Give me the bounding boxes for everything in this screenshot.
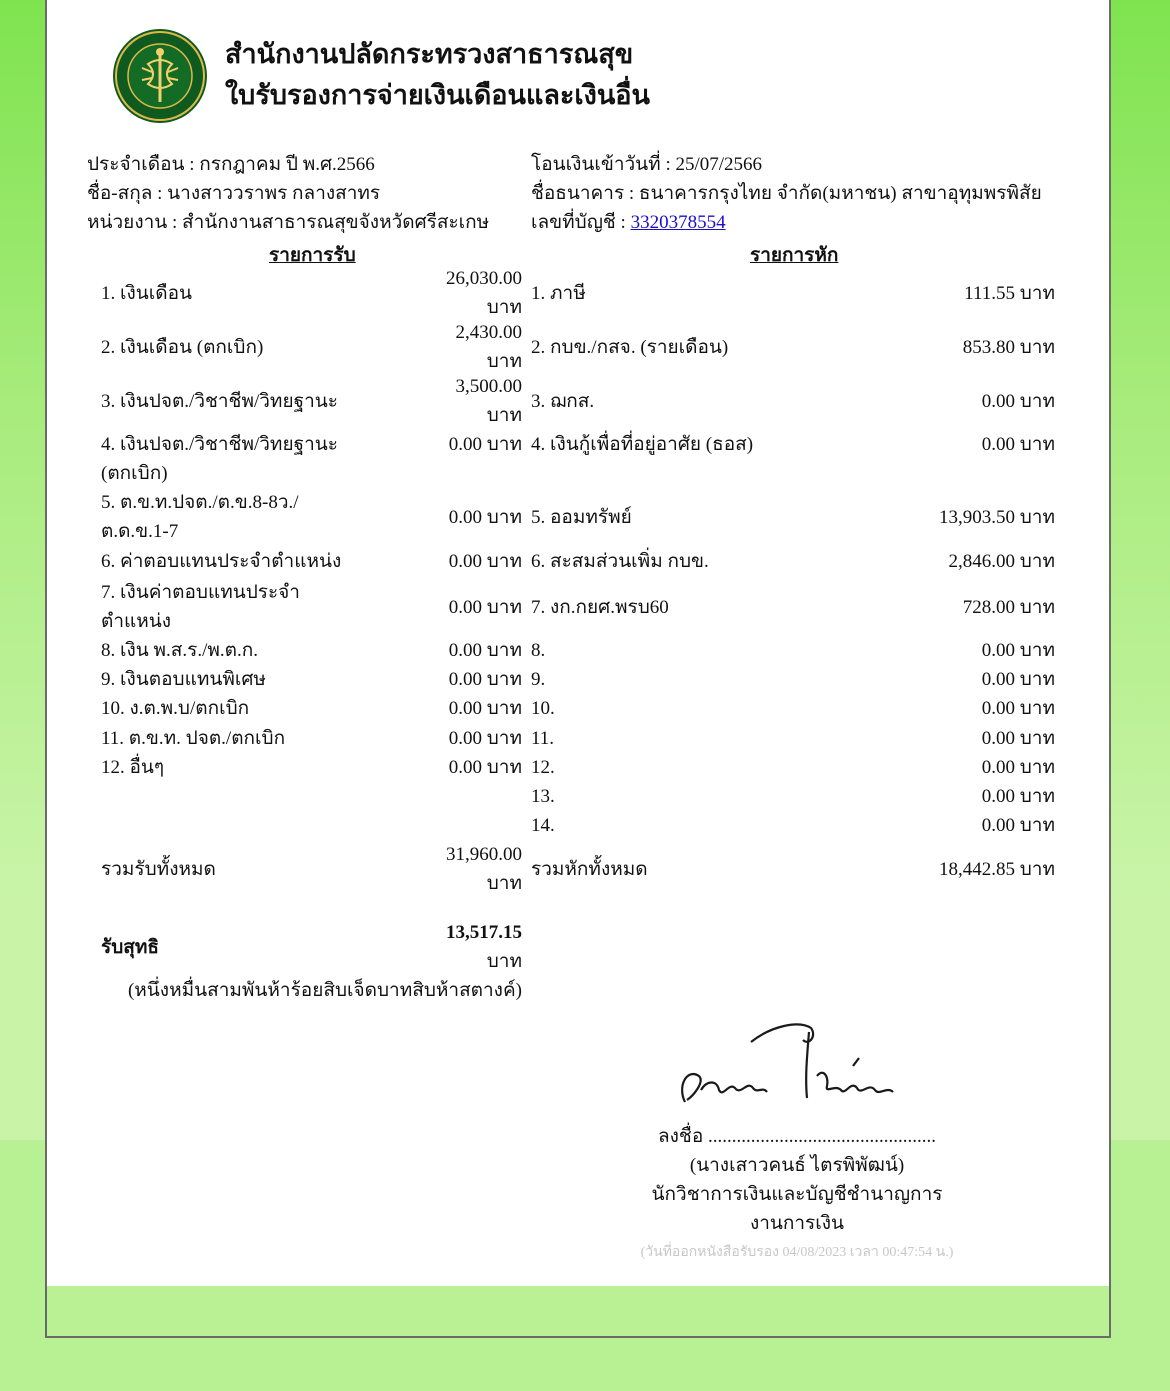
handwritten-signature	[647, 1006, 917, 1116]
deduction-total-label: รวมหักทั้งหมด	[531, 859, 648, 880]
deduction-amount: 0.00 บาท	[981, 434, 1055, 455]
income-heading: รายการรับ	[269, 245, 356, 266]
income-label: 2. เงินเดือน (ตกเบิก)	[101, 337, 264, 358]
income-amount: 0.00	[448, 640, 482, 661]
deduction-label: 13.	[531, 786, 555, 807]
info-left	[87, 150, 489, 237]
deduction-amount: 0.00 บาท	[981, 728, 1055, 749]
net-amount: 13,517.15	[446, 922, 522, 943]
income-label-cont: ต.ด.ข.1-7	[101, 521, 179, 542]
deduction-amount: 111.55 บาท	[964, 283, 1055, 304]
income-unit: บาท	[486, 551, 522, 572]
doc-title: ใบรับรองการจ่ายเงินเดือนและเงินอื่น	[225, 80, 650, 111]
sign-line: ลงชื่อ ................................................	[658, 1126, 936, 1147]
deduction-label: 6. สะสมส่วนเพิ่ม กบข.	[531, 551, 709, 572]
deduction-amount: 0.00 บาท	[981, 640, 1055, 661]
income-unit: บาท	[486, 640, 522, 661]
income-unit: บาท	[486, 351, 522, 372]
income-label: 12. อื่นๆ	[101, 757, 165, 778]
line-item-row	[47, 636, 1109, 665]
account-label: เลขที่บัญชี :	[531, 212, 631, 233]
net-unit: บาท	[486, 951, 522, 972]
deduction-label: 3. ฌกส.	[531, 391, 595, 412]
deduction-amount: 0.00 บาท	[981, 391, 1055, 412]
income-unit: บาท	[486, 757, 522, 778]
income-total-label: รวมรับทั้งหมด	[101, 859, 216, 880]
income-label-cont: (ตกเบิก)	[101, 463, 168, 484]
income-unit: บาท	[486, 297, 522, 318]
work-unit: หน่วยงาน : สำนักงานสาธารณสุขจังหวัดศรีสะเกษ	[87, 212, 490, 233]
income-amount: 0.00	[448, 551, 482, 572]
income-label: 5. ต.ข.ท.ปจต./ต.ข.8-8ว./	[101, 492, 299, 513]
bank-name: ชื่อธนาคาร : ธนาคารกรุงไทย จำกัด(มหาชน) สาขาอุทุมพรพิสัย	[531, 183, 1042, 204]
income-unit: บาท	[486, 728, 522, 749]
income-amount: 0.00	[448, 669, 482, 690]
income-unit: บาท	[486, 507, 522, 528]
deduction-label: 11.	[531, 728, 555, 749]
income-label: 9. เงินตอบแทนพิเศษ	[101, 669, 266, 690]
line-item-row	[47, 547, 1109, 576]
line-item-row	[47, 694, 1109, 723]
income-label: 10. ง.ต.พ.บ/ตกเบิก	[101, 698, 250, 719]
income-total-amount: 31,960.00	[446, 844, 522, 865]
info-right	[531, 150, 1042, 237]
line-item-row	[47, 488, 1109, 546]
line-item-row	[47, 372, 1109, 430]
income-total-unit: บาท	[486, 873, 522, 894]
issue-timestamp: (วันที่ออกหนังสือรับรอง 04/08/2023 เวลา 00:47:54 น.)	[640, 1245, 954, 1260]
pay-month: ประจำเดือน : กรกฎาคม ปี พ.ศ.2566	[87, 154, 375, 175]
sheet-bottom-band	[47, 1286, 1109, 1336]
net-row	[47, 918, 1109, 1008]
deduction-label: 10.	[531, 698, 555, 719]
deduction-label: 14.	[531, 815, 555, 836]
net-amount-words: (หนึ่งหมื่นสามพันห้าร้อยสิบเจ็ดบาทสิบห้าสตางค์)	[127, 980, 522, 1001]
deduction-label: 1. ภาษี	[531, 283, 586, 304]
deduction-label: 4. เงินกู้เพื่อที่อยู่อาศัย (ธอส)	[531, 434, 754, 455]
employee-name: ชื่อ-สกุล : นางสาววราพร กลางสาทร	[87, 183, 381, 204]
deduction-amount: 853.80 บาท	[962, 337, 1055, 358]
deduction-label: 2. กบข./กสจ. (รายเดือน)	[531, 337, 729, 358]
income-unit: บาท	[486, 434, 522, 455]
income-amount: 0.00	[448, 507, 482, 528]
income-label: 7. เงินค่าตอบแทนประจำ	[101, 582, 300, 603]
income-amount: 0.00	[448, 728, 482, 749]
income-amount: 0.00	[448, 757, 482, 778]
totals-row	[47, 840, 1109, 900]
income-amount: 3,500.00	[455, 376, 522, 397]
line-item-row	[47, 724, 1109, 753]
income-label: 8. เงิน พ.ส.ร./พ.ต.ก.	[101, 640, 258, 661]
signer-name: (นางเสาวคนธ์ ไตรพิพัฒน์)	[689, 1155, 905, 1176]
deduction-label: 7. งก.กยศ.พรบ60	[531, 597, 669, 618]
deduction-label: 12.	[531, 757, 555, 778]
income-unit: บาท	[486, 597, 522, 618]
line-item-row	[47, 318, 1109, 376]
line-item-row	[47, 430, 1109, 488]
certificate-sheet	[45, 0, 1111, 1338]
deduction-amount: 13,903.50 บาท	[938, 507, 1055, 528]
income-label: 1. เงินเดือน	[101, 283, 192, 304]
income-label: 3. เงินปจต./วิชาชีพ/วิทยฐานะ	[101, 391, 338, 412]
line-item-row	[47, 811, 1109, 840]
deduction-label: 8.	[531, 640, 546, 661]
account-row	[531, 208, 1042, 237]
deduction-amount: 0.00 บาท	[981, 786, 1055, 807]
signer-position: นักวิชาการเงินและบัญชีชำนาญการ	[651, 1184, 943, 1205]
income-label: 6. ค่าตอบแทนประจำตำแหน่ง	[101, 551, 342, 572]
income-unit: บาท	[486, 698, 522, 719]
transfer-date: โอนเงินเข้าวันที่ : 25/07/2566	[531, 154, 763, 175]
income-amount: 0.00	[448, 434, 482, 455]
income-unit: บาท	[486, 405, 522, 426]
deduction-amount: 0.00 บาท	[981, 815, 1055, 836]
line-item-row	[47, 782, 1109, 811]
income-unit: บาท	[486, 669, 522, 690]
signer-department: งานการเงิน	[749, 1213, 845, 1234]
line-item-row	[47, 578, 1109, 636]
income-amount: 0.00	[448, 698, 482, 719]
deduction-total-amount: 18,442.85 บาท	[938, 859, 1055, 880]
account-number-link[interactable]: 3320378554	[630, 212, 726, 233]
deduction-amount: 2,846.00 บาท	[948, 551, 1055, 572]
document-heading	[225, 34, 650, 116]
deduction-heading: รายการหัก	[750, 245, 839, 266]
org-name: สำนักงานปลัดกระทรวงสาธารณสุข	[225, 39, 634, 70]
income-amount: 26,030.00	[446, 268, 522, 289]
signature-block	[607, 1122, 987, 1267]
deduction-amount: 0.00 บาท	[981, 698, 1055, 719]
net-label: รับสุทธิ	[101, 937, 159, 958]
line-item-row	[47, 753, 1109, 782]
deduction-amount: 0.00 บาท	[981, 669, 1055, 690]
ministry-seal-icon	[112, 28, 208, 124]
deduction-amount: 728.00 บาท	[962, 597, 1055, 618]
income-label: 4. เงินปจต./วิชาชีพ/วิทยฐานะ	[101, 434, 338, 455]
income-amount: 2,430.00	[455, 322, 522, 343]
deduction-amount: 0.00 บาท	[981, 757, 1055, 778]
line-item-row	[47, 264, 1109, 322]
line-item-row	[47, 665, 1109, 694]
income-amount: 0.00	[448, 597, 482, 618]
deduction-label: 9.	[531, 669, 546, 690]
income-label: 11. ต.ข.ท. ปจต./ตกเบิก	[101, 728, 286, 749]
deduction-label: 5. ออมทรัพย์	[531, 507, 632, 528]
income-label-cont: ตำแหน่ง	[101, 611, 172, 632]
